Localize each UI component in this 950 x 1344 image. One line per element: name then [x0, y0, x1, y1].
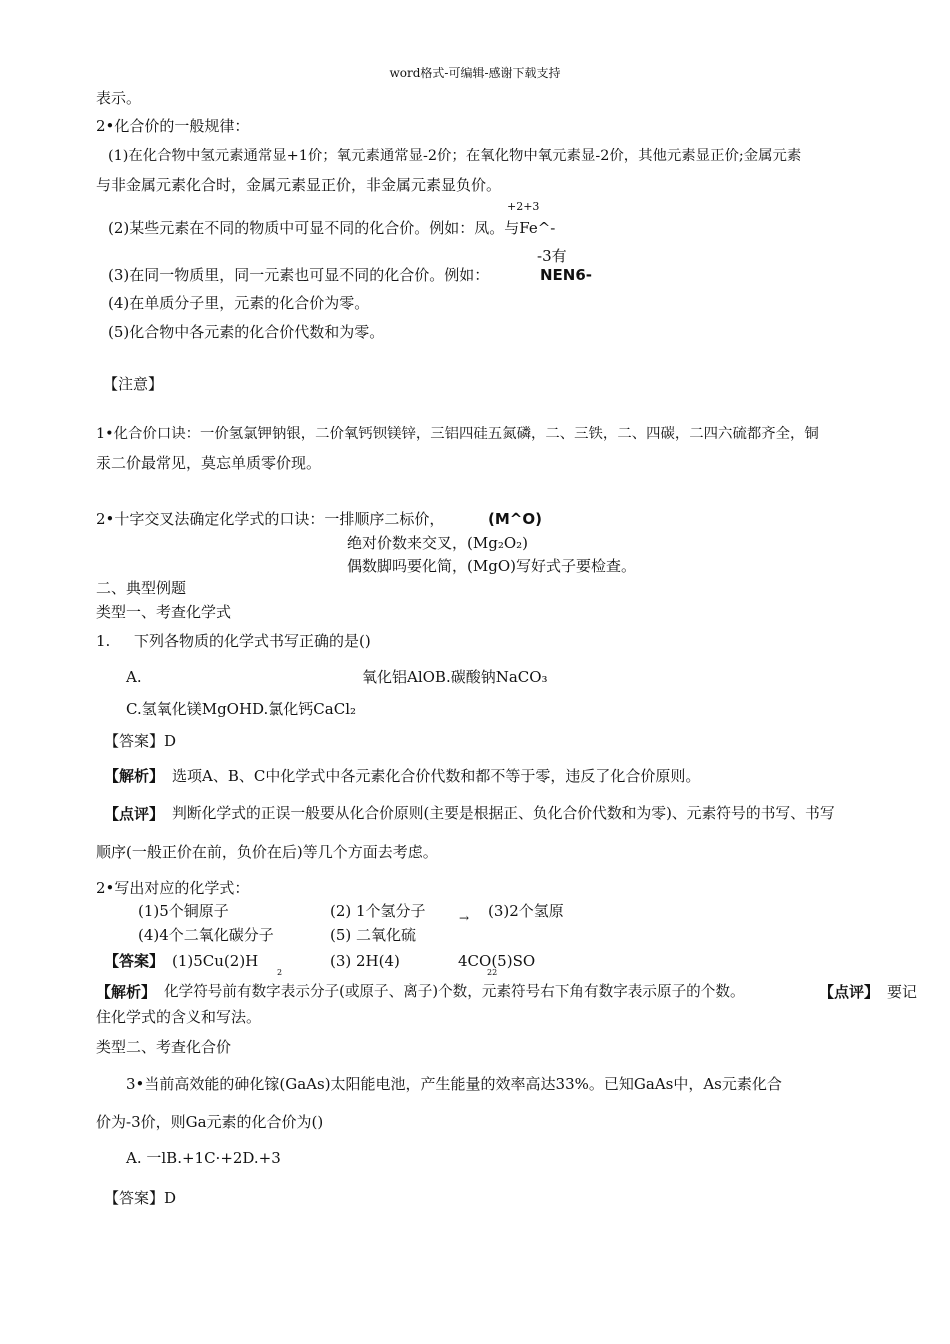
answer-label: 【答案】: [104, 952, 165, 970]
formula-bold: NEN6-: [540, 266, 593, 284]
option-text: 氧化铝AlOB.碳酸钠NaCO₃: [362, 668, 548, 686]
valence-superscript: -3有: [537, 247, 567, 265]
text-line: (4)在单质分子里，元素的化合价为零。: [108, 294, 370, 312]
option-text: C.氢氧化镁MgOHD.氯化钙CaCl₂: [126, 700, 357, 718]
formula-bold: (M^O): [488, 510, 542, 528]
sub-question: (4)4个二氧化碳分子: [138, 926, 274, 944]
analysis-text: 选项A、B、C中化学式中各元素化合价代数和都不等于零，违反了化合价原则。: [172, 767, 701, 785]
text-line: 绝对价数来交叉，(Mg₂O₂): [347, 534, 528, 552]
analysis-text: 化学符号前有数字表示分子(或原子、离子)个数，元素符号右下角有数字表示原子的个数。: [164, 983, 745, 1000]
text-line: 汞二价最常见，莫忘单质零价现。: [96, 454, 322, 472]
section-heading: 类型一、考查化学式: [96, 603, 232, 621]
text-line: (2)某些元素在不同的物质中可显不同的化合价。例如：凤。与Fe^-: [108, 219, 556, 237]
subscript: 2: [277, 968, 283, 977]
text-line: 与非金属元素化合时，金属元素显正价，非金属元素显负价。: [96, 176, 502, 194]
text-line: (3)在同一物质里，同一元素也可显不同的化合价。例如：: [108, 266, 490, 284]
answer-line: 【答案】D: [104, 1189, 177, 1207]
text-line: 2•十字交叉法确定化学式的口诀：一排顺序二标价，: [96, 510, 445, 528]
answer-line: 【答案】D: [104, 732, 177, 750]
comment-text: 判断化学式的正误一般要从化合价原则(主要是根据正、负化合价代数和为零)、元素符号的书写、书写: [172, 805, 835, 822]
text-line: 住化学式的含义和写法。: [96, 1008, 262, 1026]
question-number: 1.: [96, 632, 111, 650]
text-line: (1)在化合物中氢元素通常显+1价；氧元素通常显-2价；在氧化物中氧元素显-2价，其他元素显正价;金属元素: [108, 148, 802, 164]
option-text: A. 一lB.+1C·+2D.+3: [126, 1149, 281, 1167]
sub-question: (5) 二氧化硫: [330, 926, 417, 944]
sub-question: (2) 1个氢分子: [330, 902, 426, 920]
section-heading: 二、典型例题: [96, 579, 187, 597]
option-label: A.: [126, 668, 142, 686]
answer-text: (1)5Cu(2)H: [172, 952, 259, 970]
analysis-label: 【解析】: [96, 983, 157, 1001]
comment-label: 【点评】: [104, 805, 165, 823]
valence-superscript: +2+3: [507, 200, 540, 213]
subscript: 22: [487, 968, 498, 977]
section-heading: 类型二、考查化合价: [96, 1038, 232, 1056]
sub-question: (1)5个铜原子: [138, 902, 229, 920]
text-line: 表示。: [96, 89, 142, 107]
question-text: 3•当前高效能的砷化镓(GaAs)太阳能电池，产生能量的效率高达33%。已知GaAs中，As元素化合: [126, 1075, 782, 1093]
text-line: (5)化合物中各元素的化合价代数和为零。: [108, 323, 385, 341]
text-line: 1•化合价口诀：一价氢氯钾钠银，二价氧钙钡镁锌，三铝四硅五氮磷，二、三铁，二、四碳，二四六硫都齐全，铜: [96, 426, 819, 442]
arrow-icon: →: [459, 911, 470, 925]
question-text: 下列各物质的化学式书写正确的是(): [134, 632, 371, 650]
text-line: 顺序(一般正价在前，负价在后)等几个方面去考虑。: [96, 843, 438, 861]
analysis-label: 【解析】: [104, 767, 165, 785]
question-text: 价为-3价，则Ga元素的化合价为(): [96, 1113, 324, 1131]
page-header: word格式-可编辑-感谢下载支持: [389, 66, 561, 80]
note-heading: 【注意】: [103, 375, 164, 393]
comment-text: 要记: [887, 983, 918, 1001]
text-line: 偶数脚吗要化简，(MgO)写好式子要检查。: [347, 557, 636, 575]
text-line: 2•化合价的一般规律：: [96, 117, 250, 135]
comment-label: 【点评】: [819, 983, 880, 1001]
answer-text: 4CO(5)SO: [458, 952, 536, 970]
question-text: 2•写出对应的化学式：: [96, 879, 250, 897]
sub-question: (3)2个氢原: [488, 902, 564, 920]
answer-text: (3) 2H(4): [330, 952, 400, 970]
